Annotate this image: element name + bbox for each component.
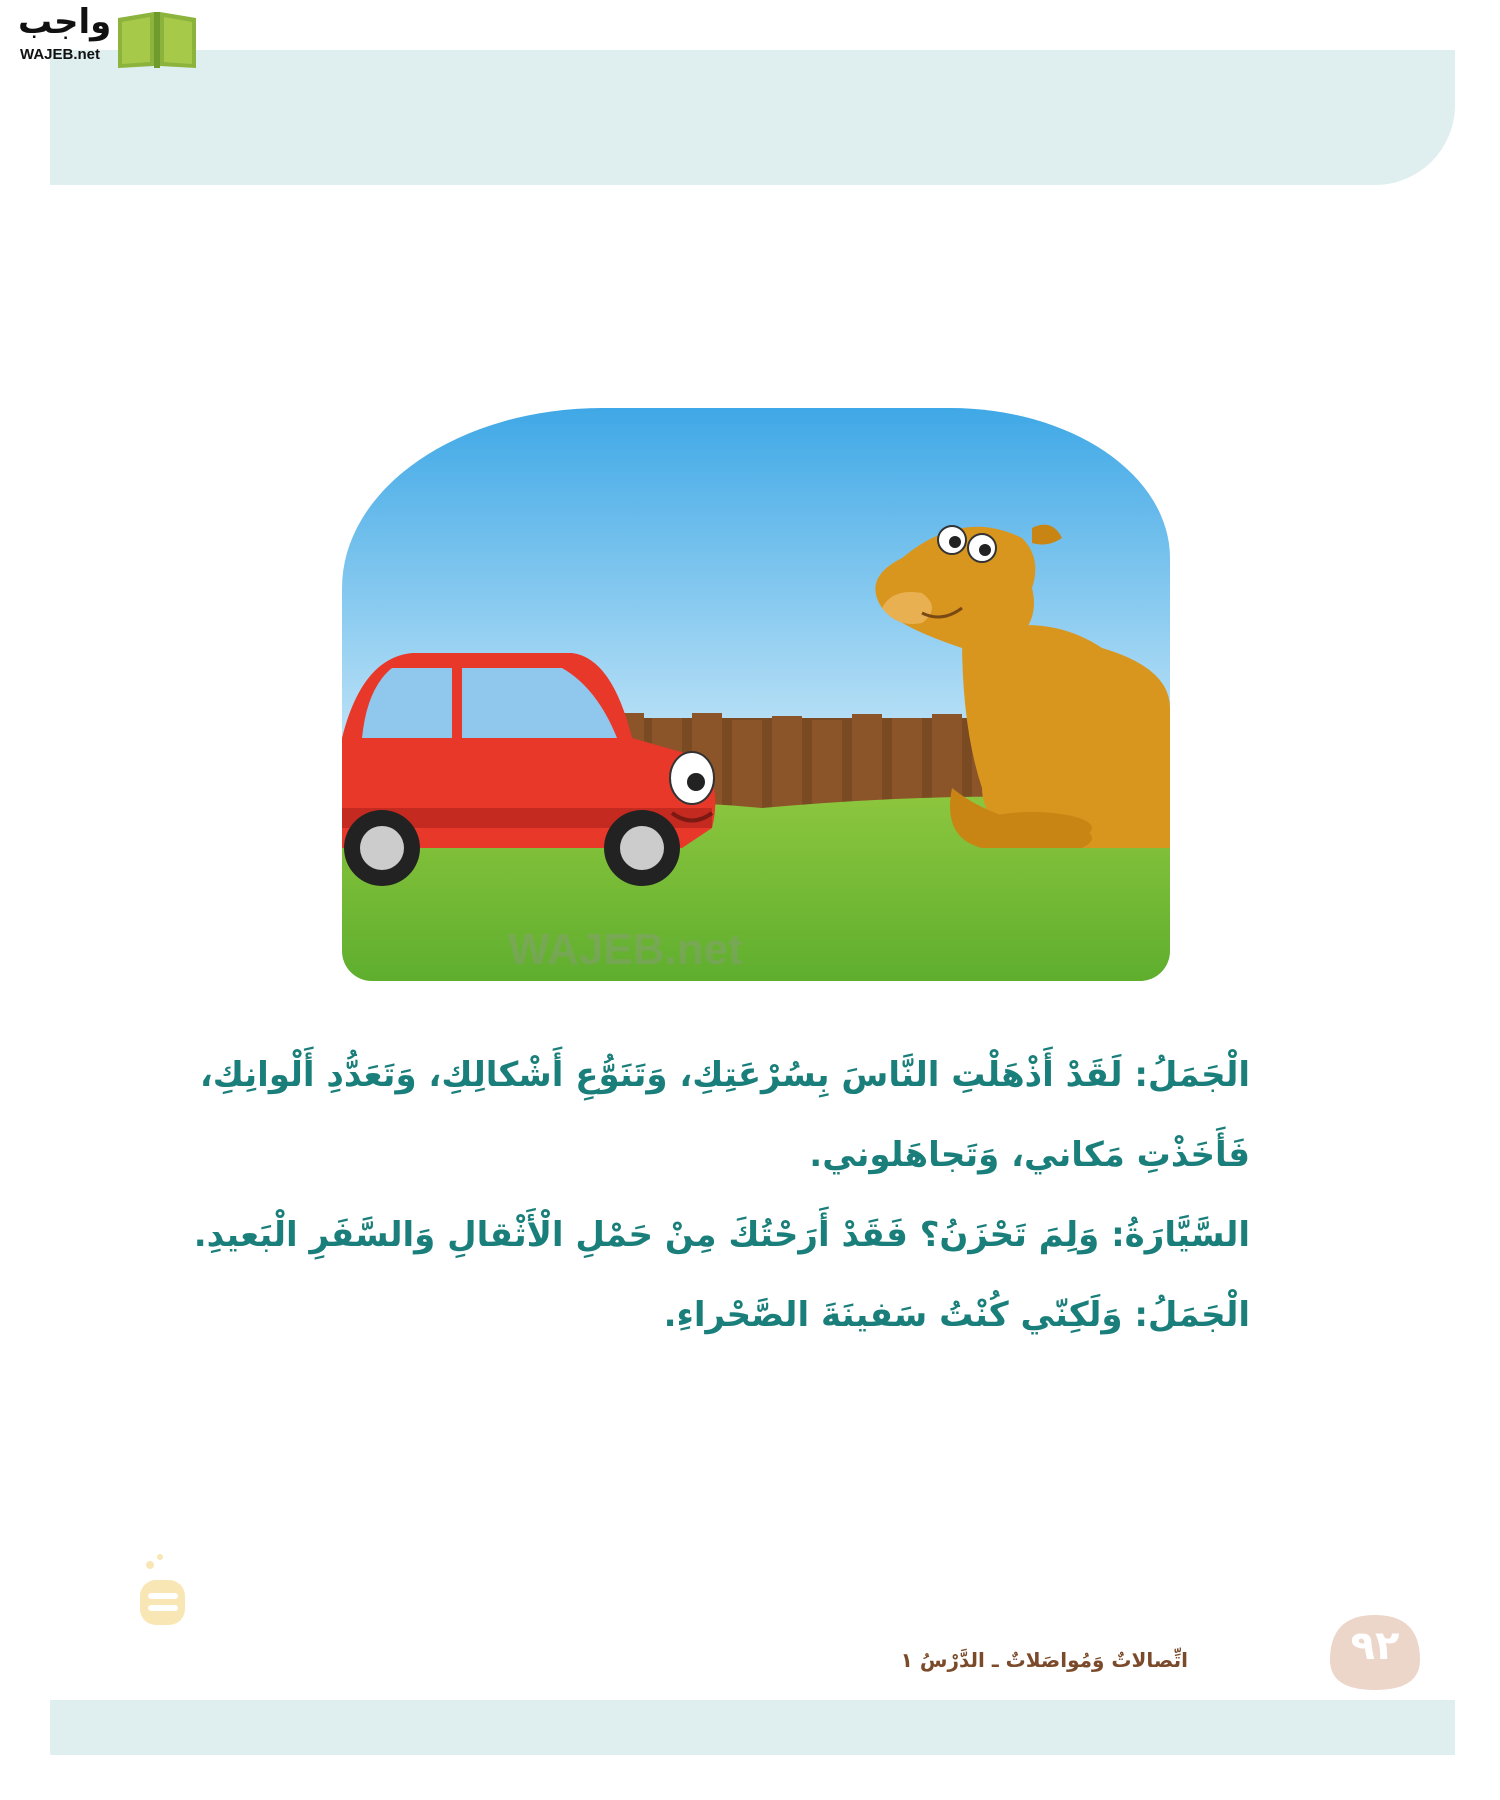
car-and-camel-illustration xyxy=(342,408,1170,981)
book-logo-icon xyxy=(116,8,198,70)
dialogue-line: السَّيَّارَةُ: وَلِمَ تَحْزَنُ؟ فَقَدْ أَرَحْتُكَ مِنْ حَمْلِ الْأَثْقالِ وَالسَّفَرِ الْبَعيدِ. xyxy=(193,1215,1250,1255)
watermark-text: WAJEB.net xyxy=(508,925,743,974)
page-number: ٩٢ xyxy=(1350,1623,1400,1669)
dialogue-line: فَأَخَذْتِ مَكاني، وَتَجاهَلوني. xyxy=(809,1135,1250,1175)
top-decorative-band xyxy=(50,50,1455,185)
dialogue-line: الْجَمَلُ: لَقَدْ أَذْهَلْتِ النَّاسَ بِسُرْعَتِكِ، وَتَنَوُّعِ أَشْكالِكِ، وَتَعَدُّدِ أَلْوانِكِ، xyxy=(199,1055,1250,1095)
dialogue-text-block xyxy=(193,1035,1250,1355)
illustration-scene xyxy=(342,408,1170,981)
logo-arabic-text: واجب xyxy=(18,2,112,42)
dialogue-line: الْجَمَلُ: وَلَكِنّي كُنْتُ سَفينَةَ الصَّحْراءِ. xyxy=(663,1295,1250,1335)
lesson-footer-title: اتِّصالاتٌ وَمُواصَلاتٌ ـ الدَّرْسُ ١ xyxy=(900,1648,1188,1672)
corner-decoration-icon xyxy=(130,1545,200,1635)
bottom-decorative-band xyxy=(50,1700,1455,1755)
wajeb-logo[interactable] xyxy=(8,2,198,68)
page-number-badge xyxy=(1320,1605,1430,1695)
logo-latin-text: WAJEB.net xyxy=(20,46,101,63)
